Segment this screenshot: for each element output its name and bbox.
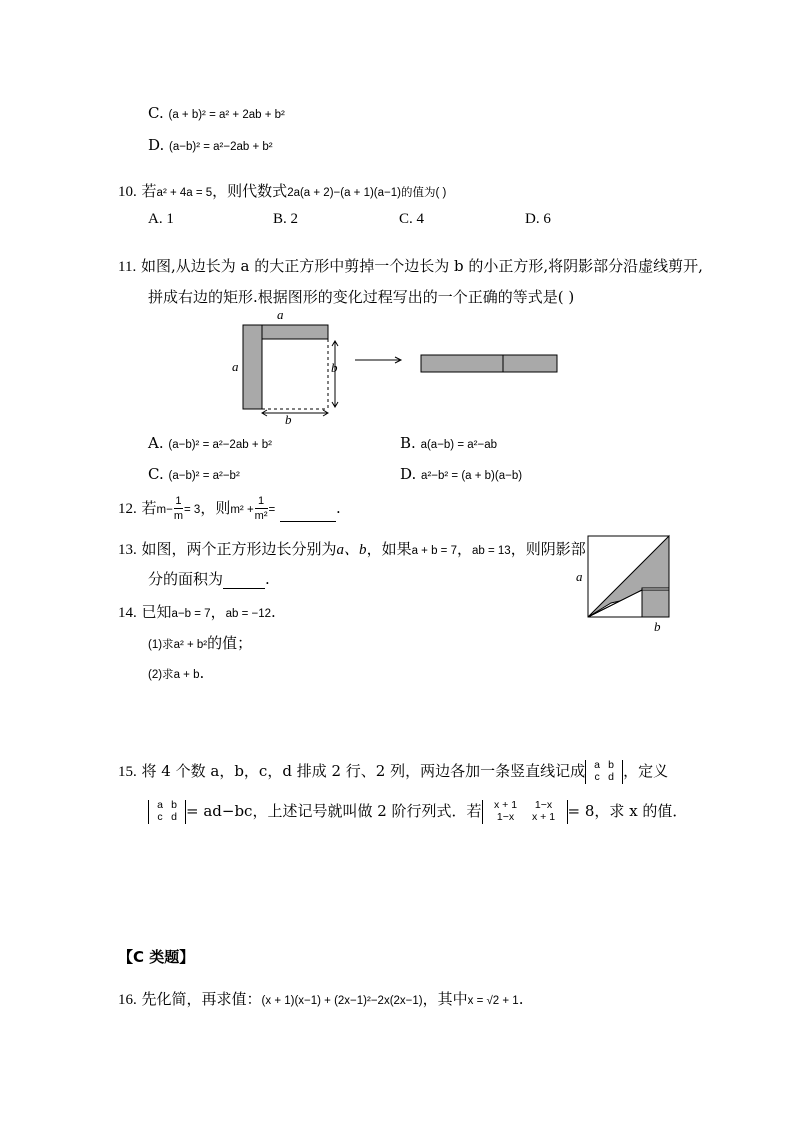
- q11-label-b-bottom: b: [285, 412, 292, 427]
- q9-option-c: C. (a + b)² = a² + 2ab + b²: [148, 104, 285, 122]
- q11-label-b-right: b: [331, 360, 338, 375]
- q13-label-b: b: [654, 619, 661, 634]
- q11-option-a: A. (a−b)² = a²−2ab + b²: [148, 434, 272, 452]
- q10-option-b: B. 2: [273, 211, 299, 227]
- q11-result-rect-right: [503, 355, 557, 372]
- q11-option-c: C. (a−b)² = a²−b²: [148, 465, 240, 483]
- q15-det-equation: x + 1 1−x 1−x x + 1: [482, 800, 568, 823]
- q14-part-1: (1)求a² + b²的值；: [148, 634, 253, 652]
- q12-fraction-1: $\frac{1}{m}$: [173, 495, 184, 522]
- section-c-title: 【C 类题】: [118, 948, 195, 966]
- q15-stem-line1: 15. 将 4 个数 a，b，c，d 排成 2 行、2 列，两边各加一条竖直线记成 a b c d ，定义: [118, 759, 669, 783]
- q13-label-a: a: [576, 569, 583, 584]
- q14-stem: 14. 已知a−b = 7，ab = −12.: [118, 603, 276, 621]
- q12-fraction-2: $\frac{1}{\text{m²}}$: [254, 495, 268, 522]
- q9-option-c-expr: (a + b)² = a² + 2ab + b²: [168, 109, 285, 121]
- q15-det-notation: a b c d: [585, 760, 623, 783]
- q11-result-rect-left: [421, 355, 503, 372]
- q15-det-definition: a b c d: [148, 800, 186, 823]
- q13-stem-line1: 13. 如图，两个正方形边长分别为a、b，如果a + b = 7，ab = 13，则阴影部: [118, 540, 586, 558]
- q11-shaded-left-strip: [243, 325, 262, 409]
- q9-option-d: D. (a−b)² = a²−2ab + b²: [148, 136, 273, 154]
- q11-shaded-top-strip: [262, 325, 328, 339]
- q11-stem-line2: 拼成右边的矩形.根据图形的变化过程写出的一个正确的等式是( ): [148, 288, 575, 306]
- q15-stem-line2: a b c d = ad−bc，上述记号就叫做 2 阶行列式．若 x + 1 1−x 1−x x + 1 = 8，求 x 的值．: [148, 800, 687, 824]
- q11-stem-line1: 11. 如图,从边长为 a 的大正方形中剪掉一个边长为 b 的小正方形,将阴影部分沿虚线剪开,: [118, 257, 703, 275]
- q13-small-square: [642, 590, 669, 617]
- q9-option-d-expr: (a−b)² = a²−2ab + b²: [169, 141, 273, 153]
- q11-figure: [225, 300, 565, 430]
- q10-option-d: D. 6: [525, 211, 551, 227]
- q11-label-a-top: a: [277, 307, 284, 322]
- q13-stem-line2: 分的面积为 .: [148, 570, 270, 588]
- q12-answer-blank[interactable]: [280, 507, 336, 522]
- q16-stem: 16. 先化简，再求值：(x + 1)(x−1) + (2x−1)²−2x(2x−1)，其中x = √2 + 1.: [118, 990, 524, 1008]
- q11-option-b: B. a(a−b) = a²−ab: [400, 434, 497, 452]
- q10-option-c: C. 4: [399, 211, 425, 227]
- q12-stem: 12. 若m− $\frac{1}{m}$ = 3，则m² + $\frac{1}{\text{m²}}$ = .: [118, 495, 341, 522]
- q14-part-2: (2)求a + b.: [148, 664, 205, 682]
- q13-figure: [570, 530, 680, 640]
- q10-option-a: A. 1: [148, 211, 174, 227]
- q10-stem: 10. 若a² + 4a = 5，则代数式2a(a + 2)−(a + 1)(a−1)的值为( ): [118, 182, 447, 200]
- q13-answer-blank[interactable]: [223, 574, 265, 589]
- q11-option-d: D. a²−b² = (a + b)(a−b): [400, 465, 523, 483]
- q11-label-a-left: a: [232, 359, 239, 374]
